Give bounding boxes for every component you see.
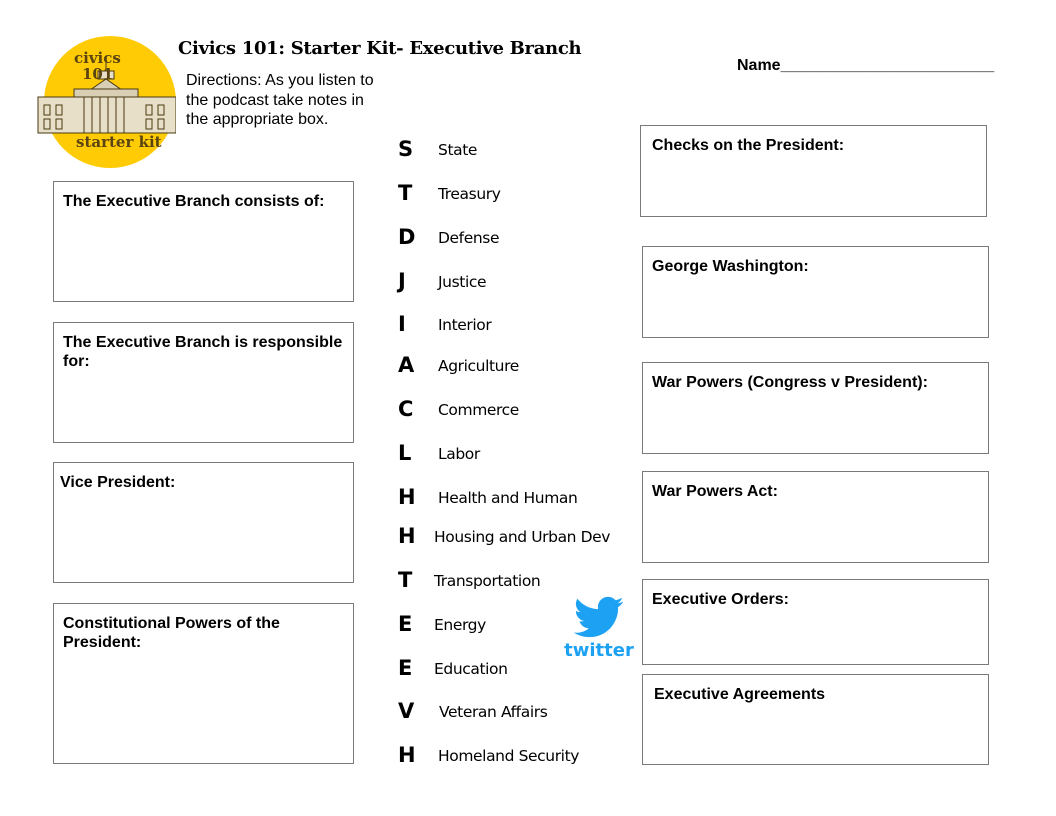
directions-text: Directions: As you listen to the podcast take notes in the appropriate box. xyxy=(186,72,374,128)
department-name: Homeland Security xyxy=(438,747,580,765)
department-name: Veteran Affairs xyxy=(439,703,548,721)
box-label: War Powers (Congress v President): xyxy=(652,374,928,391)
department-letter: L xyxy=(398,441,412,465)
box-war-powers[interactable] xyxy=(642,362,989,454)
department-name: Agriculture xyxy=(438,357,519,375)
department-name: Treasury xyxy=(438,185,501,203)
box-label: The Executive Branch is responsible for: xyxy=(63,334,343,370)
box-executive-agreements[interactable] xyxy=(642,674,989,765)
logo-text-civics: civics xyxy=(74,49,121,67)
department-name: Interior xyxy=(438,316,492,334)
twitter-wordmark: twitter xyxy=(564,640,634,661)
box-executive-branch-responsible[interactable] xyxy=(53,322,354,443)
box-label: Checks on the President: xyxy=(652,137,845,154)
name-field[interactable]: Name________________________ xyxy=(737,57,995,74)
department-name: Commerce xyxy=(438,401,519,419)
department-letter: E xyxy=(398,656,413,680)
logo-text-101: 101 xyxy=(82,65,114,83)
department-name: State xyxy=(438,141,478,159)
box-executive-orders[interactable] xyxy=(642,579,989,665)
civics-101-logo xyxy=(36,35,176,170)
department-name: Labor xyxy=(438,445,480,463)
department-letter: A xyxy=(398,353,415,377)
box-label: War Powers Act: xyxy=(652,483,778,500)
department-letter: T xyxy=(398,568,413,592)
department-letter: H xyxy=(398,743,416,767)
box-label: Vice President: xyxy=(60,474,176,491)
department-letter: H xyxy=(398,524,416,548)
department-letter: D xyxy=(398,225,416,249)
department-name: Housing and Urban Dev xyxy=(434,528,611,546)
department-name: Energy xyxy=(434,616,486,634)
department-letter: T xyxy=(398,181,413,205)
department-name: Justice xyxy=(438,273,487,291)
box-label: Executive Orders: xyxy=(652,591,789,608)
department-letter: C xyxy=(398,397,414,421)
department-name: Defense xyxy=(438,229,500,247)
page-title: Civics 101: Starter Kit- Executive Branch xyxy=(178,38,582,59)
department-letter: E xyxy=(398,612,413,636)
department-letter: H xyxy=(398,485,416,509)
box-label: Constitutional Powers of the President: xyxy=(63,615,280,651)
box-label: The Executive Branch consists of: xyxy=(63,193,325,210)
department-name: Education xyxy=(434,660,508,678)
department-letter: V xyxy=(398,699,415,723)
department-name: Transportation xyxy=(434,572,541,590)
box-label: George Washington: xyxy=(652,258,809,275)
box-war-powers-act[interactable] xyxy=(642,471,989,563)
department-letter: J xyxy=(398,269,406,293)
department-letter: S xyxy=(398,137,414,161)
logo-text-starter-kit: starter kit xyxy=(76,133,162,151)
department-letter: I xyxy=(398,312,406,336)
box-checks-on-president[interactable] xyxy=(640,125,987,217)
box-constitutional-powers[interactable] xyxy=(53,603,354,764)
twitter-bird-icon xyxy=(556,590,642,662)
box-george-washington[interactable] xyxy=(642,246,989,338)
box-vice-president[interactable] xyxy=(53,462,354,583)
department-name: Health and Human xyxy=(438,489,578,507)
box-executive-branch-consists[interactable] xyxy=(53,181,354,302)
box-label: Executive Agreements xyxy=(654,686,826,703)
